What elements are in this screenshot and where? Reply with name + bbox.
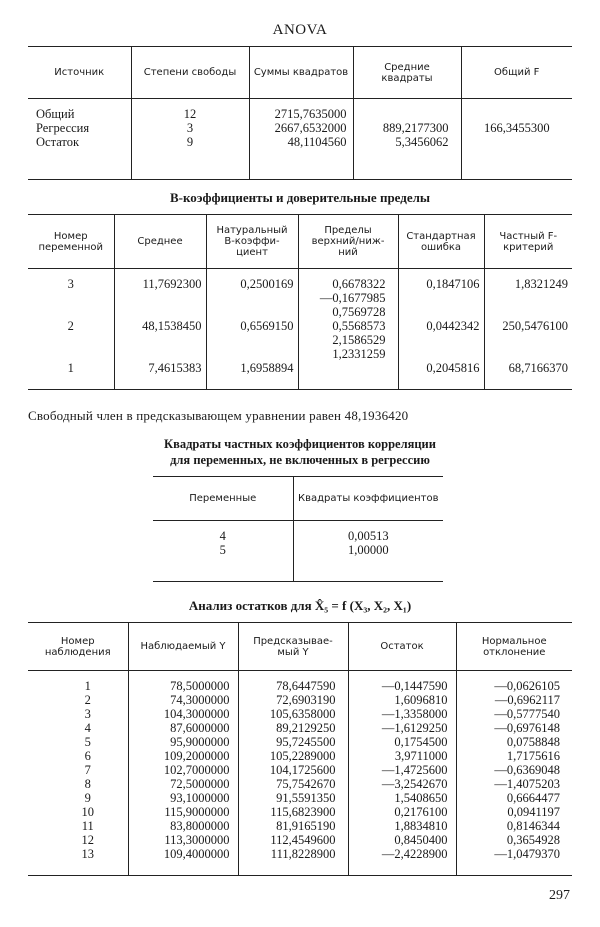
residuals-header-obs: Наблюдаемый Y	[128, 623, 238, 671]
anova-col-source: Общий Регрессия Остаток	[36, 107, 90, 149]
bcoef-col-mean: 11,7692300 48,1538450 7,4615383	[114, 277, 206, 389]
residuals-title: Анализ остатков для X̂₅ = f (X₃, X₂, X₁)	[188, 598, 412, 613]
residuals-col-res: —0,1447590 1,6096810 —1,3358000 —1,6129250 0,1754500 3,9711000 —1,4725600 —3,2542670 1,5408650 0,2176100 1,8834810 0,8450400 —2,4228900	[348, 679, 456, 875]
anova-col-ss: 2715,7635000 2667,6532000 48,1104560	[249, 107, 353, 179]
anova-header-f: Общий F	[461, 47, 572, 99]
page-number: 297	[549, 888, 570, 903]
anova-col-df: 12 3 9	[131, 107, 249, 179]
bcoef-header-b: Натуральный B-коэффи-циент	[206, 215, 298, 269]
residuals-header-pred: Предсказывае-мый Y	[238, 623, 348, 671]
bcoef-header-f: Частный F-критерий	[484, 215, 572, 269]
bcoef-header-var: Номер переменной	[38, 230, 104, 253]
partial-header-sq: Квадраты коэффициентов	[293, 477, 443, 521]
residuals-col-dev: —0,0626105 —0,6962117 —0,5777540 —0,6976148 0,0758848 1,7175616 —0,6369048 —1,4075203 0,6664477 0,0941197 0,8146344 0,3654928 —1,0479370	[456, 679, 572, 875]
bcoef-header-mean: Среднее	[114, 215, 206, 269]
bcoef-title: B-коэффициенты и доверительные пределы	[169, 190, 431, 205]
residuals-header-n: Номер наблюдения	[44, 635, 111, 658]
anova-col-ms: 889,2177300 5,3456062	[353, 107, 461, 179]
bcoef-header-limits: Пределы верхний/ниж-ний	[298, 215, 398, 269]
residuals-col-n: 1 2 3 4 5 6 7 8 9 10 11 12 13	[81, 679, 94, 861]
anova-title: ANOVA	[272, 22, 328, 38]
anova-header-df: Степени свободы	[131, 47, 249, 99]
bcoef-col-var: 3 2 1	[67, 277, 74, 375]
partial-title-line1: Квадраты частных коэффициентов корреляции	[164, 437, 436, 451]
anova-header-source: Источник	[54, 67, 105, 78]
bcoef-col-f: 1,8321249 250,5476100 68,7166370	[484, 277, 572, 389]
bcoef-col-se: 0,1847106 0,0442342 0,2045816	[398, 277, 484, 389]
residuals-col-obs: 78,5000000 74,3000000 104,3000000 87,6000000 95,9000000 109,2000000 102,7000000 72,5000000 93,1000000 115,9000000 83,8000000 113,3000000 109,4000000	[128, 679, 238, 875]
residuals-col-pred: 78,6447590 72,6903190 105,6358000 89,2129250 95,7245500 105,2289000 104,1725600 75,7542670 91,5591350 115,6823900 81,9165190 112,4549600 111,8228900	[238, 679, 348, 875]
partial-col-var: 4 5	[219, 529, 226, 557]
anova-table	[28, 46, 572, 180]
partial-header-var: Переменные	[189, 493, 257, 504]
intercept-text: Свободный член в предсказывающем уравнении равен 48,1936420	[28, 408, 409, 423]
bcoef-header-se: Стандартная ошибка	[398, 215, 484, 269]
anova-header-ss: Суммы квадратов	[249, 47, 353, 99]
bcoef-col-b: 0,2500169 0,6569150 1,6958894	[206, 277, 298, 389]
bcoef-col-limits: 0,6678322 —0,1677985 0,7569728 0,5568573 2,1586529 1,2331259	[298, 277, 398, 389]
residuals-header-dev: Нормальное отклонение	[456, 623, 572, 671]
partial-table	[153, 476, 443, 582]
anova-header-ms: Средние квадраты	[353, 47, 461, 99]
residuals-header-res: Остаток	[348, 623, 456, 671]
partial-col-sq: 0,00513 1,00000	[293, 529, 443, 581]
residuals-table	[28, 622, 572, 876]
anova-col-f: 166,3455300	[461, 107, 572, 179]
partial-title-line2: для переменных, не включенных в регрессию	[170, 453, 430, 467]
bcoef-table	[28, 214, 572, 390]
